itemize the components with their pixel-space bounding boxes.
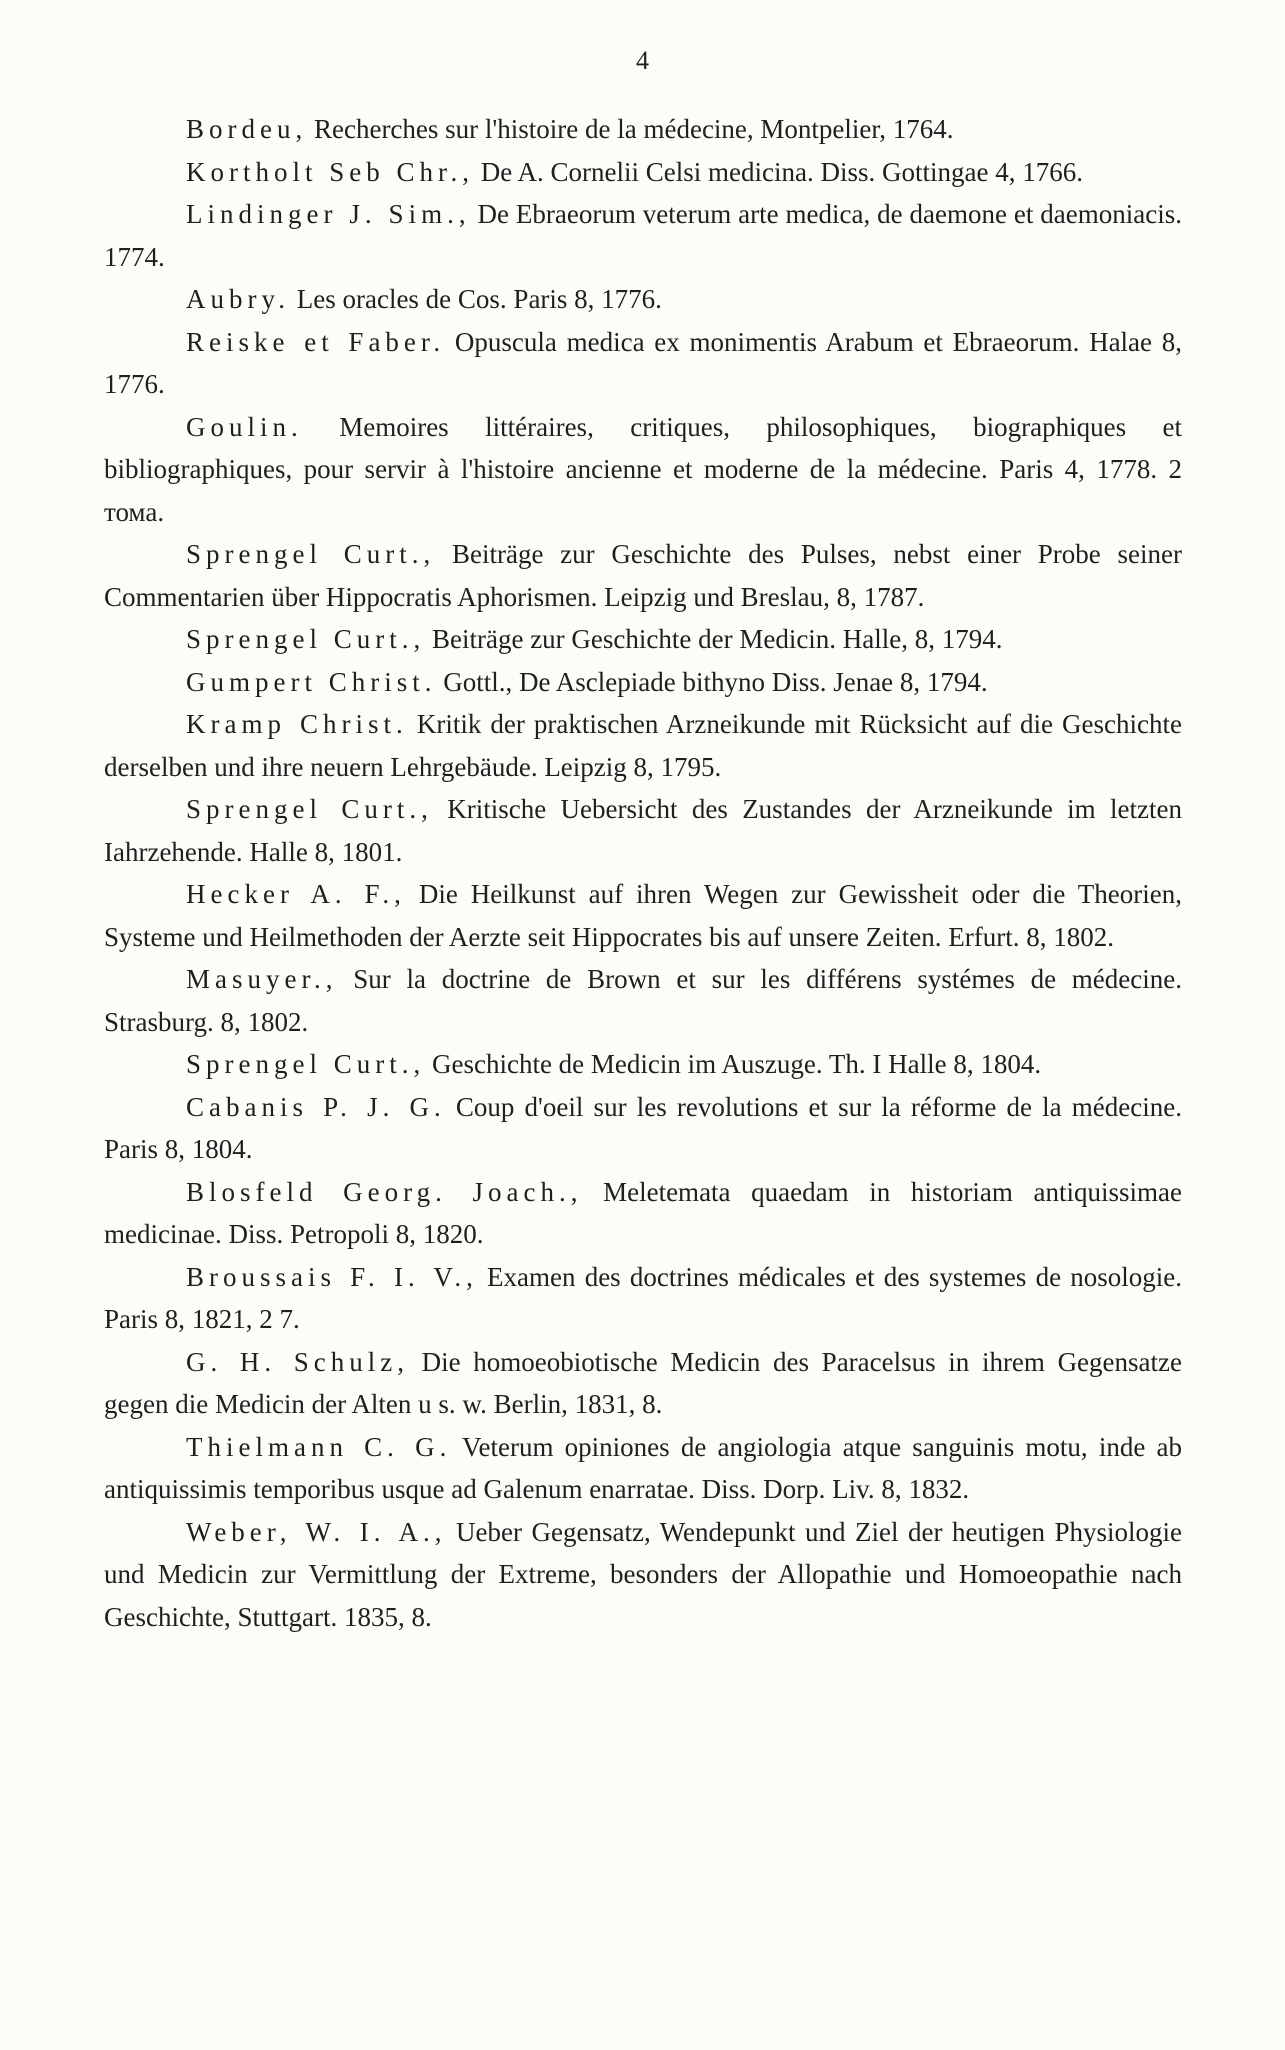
bibliography-entry [104,703,1182,788]
bibliography-entry [104,1171,1182,1256]
entry-author: Aubry. [186,284,290,314]
entry-text: Veterum opiniones de angiologia atque sanguinis motu, inde ab antiquissimis temporibus usque ad Galenum enarratae. Diss. Dorp. Liv. 8, 1832. [104,1431,1182,1504]
entry-text: Memoires littéraires, critiques, philosophiques, biographiques et bibliographiques, pour servir à l'histoire ancienne et moderne de la médecine. Paris 4, 1778. 2 тома. [104,411,1182,527]
entry-text: De A. Cornelii Celsi medicina. Diss. Gottingae 4, 1766. [474,156,1083,187]
entry-text: Beiträge zur Geschichte der Medicin. Halle, 8, 1794. [425,624,1003,654]
entry-author: Kramp Christ. [186,709,408,739]
entry-text: Die homoeobiotische Medicin des Paracelsus in ihrem Gegensatze gegen die Medicin der Alten u s. w. Berlin, 1831, 8. [104,1346,1182,1419]
entry-author: Masuyer., [186,964,338,994]
bibliography-entry [104,321,1182,406]
bibliography-entry [104,788,1182,873]
bibliography-entry [104,618,1182,661]
entry-author: Sprengel Curt., [186,624,426,654]
entry-author: Reiske et Faber. [186,326,446,357]
entry-author: Hecker A. F., [186,879,406,909]
entry-text: Recherches sur l'histoire de la médecine, Montpelier, 1764. [307,114,954,144]
entry-text: Opuscula medica ex monimentis Arabum et Ebraeorum. Halae 8, 1776. [104,326,1182,399]
entry-author: Thielmann C. G. [186,1431,452,1462]
entry-text: Beiträge zur Geschichte des Pulses, nebst einer Probe seiner Commentarien über Hippocratis Aphorismen. Leipzig und Breslau, 8, 1787. [104,539,1182,612]
bibliography-entry [104,108,1182,151]
entry-author: Gumpert Christ. [186,666,437,697]
bibliography-entry [104,193,1182,278]
entry-text: Kritik der praktischen Arzneikunde mit Rücksicht auf die Geschichte derselben und ihre neuern Lehrgebäude. Leipzig 8, 1795. [104,709,1182,782]
entry-author: Sprengel Curt., [186,1049,426,1079]
bibliography-entry [104,873,1182,958]
entry-text: Gottl., De Asclepiade bithyno Diss. Jenae 8, 1794. [436,666,988,697]
bibliography-entry [104,1426,1182,1511]
entry-text: Les oracles de Cos. Paris 8, 1776. [290,284,662,314]
entry-text: Meletemata quaedam in historiam antiquissimae medicinae. Diss. Petropoli 8, 1820. [104,1176,1182,1249]
bibliography-entry [104,1511,1182,1639]
bibliography-entry [104,1341,1182,1426]
entry-text: Ueber Gegensatz, Wendepunkt und Ziel der heutigen Physiologie und Medicin zur Vermittlung der Extreme, besonders der Allopathie und Homoeopathie nach Geschichte, Stuttgart. 1835, 8. [104,1516,1183,1632]
entry-author: Bordeu, [186,114,308,144]
bibliography-entry [104,661,1182,704]
entry-author: Sprengel Curt., [186,539,436,569]
bibliography-entry [104,958,1182,1043]
entry-text: Geschichte de Medicin im Auszuge. Th. I Halle 8, 1804. [425,1049,1042,1079]
entry-author: Broussais F. I. V., [186,1261,478,1292]
bibliography-entry [104,1043,1182,1086]
entry-text: Sur la doctrine de Brown et sur les différens systémes de médecine. Strasburg. 8, 1802. [104,964,1182,1037]
bibliography-entry [104,1086,1182,1171]
entry-text: Coup d'oeil sur les revolutions et sur la réforme de la médecine. Paris 8, 1804. [104,1091,1182,1164]
entry-author: Weber, W. I. A., [186,1516,447,1547]
bibliography-entry [104,278,1182,321]
entry-author: Lindinger J. Sim., [186,199,471,229]
entry-text: De Ebraeorum veterum arte medica, de daemone et daemoniacis. 1774. [104,199,1182,272]
entry-author: G. H. Schulz, [186,1346,410,1377]
bibliography-list [104,108,1182,1638]
entry-author: Blosfeld Georg. Joach., [186,1176,583,1207]
entry-author: Sprengel Curt., [186,794,433,824]
bibliography-entry [104,533,1182,618]
entry-text: Kritische Uebersicht des Zustandes der Arzneikunde im letzten Iahrzehende. Halle 8, 1801. [104,794,1182,867]
bibliography-entry [104,406,1182,534]
bibliography-entry [104,1256,1182,1341]
entry-author: Goulin. [186,411,303,442]
entry-author: Kortholt Seb Chr., [186,156,475,187]
entry-author: Cabanis P. J. G. [186,1091,446,1122]
bibliography-entry [104,151,1182,194]
entry-text: Examen des doctrines médicales et des systemes de nosologie. Paris 8, 1821, 2 7. [104,1261,1182,1334]
entry-text: Die Heilkunst auf ihren Wegen zur Gewissheit oder die Theorien, Systeme und Heilmethoden der Aerzte seit Hippocrates bis auf unsere Zeiten. Erfurt. 8, 1802. [104,879,1182,952]
page-number: 4 [636,46,649,75]
